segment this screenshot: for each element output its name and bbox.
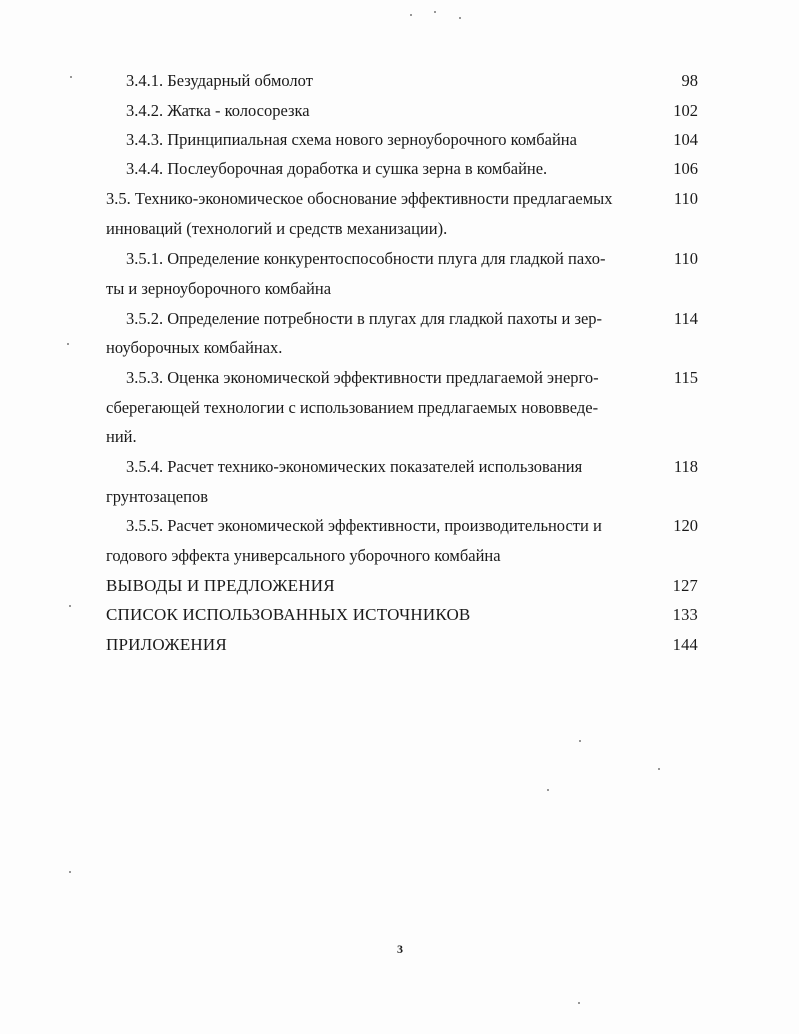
toc-entry xyxy=(0,184,799,214)
toc-entry xyxy=(0,630,799,660)
toc-entry-page: 144 xyxy=(672,635,698,654)
toc-entry-title-line: грунтозацепов xyxy=(106,487,208,506)
toc-entry-page: 127 xyxy=(672,576,698,595)
toc-entry-title-line: годового эффекта универсального уборочного комбайна xyxy=(106,546,501,565)
toc-entry-page: 120 xyxy=(673,516,698,535)
toc-entry xyxy=(0,244,799,274)
scan-speck xyxy=(410,14,412,16)
toc-entry-page: 98 xyxy=(681,71,698,90)
toc-entry-continuation xyxy=(0,214,799,244)
scan-speck xyxy=(459,17,461,19)
toc-entry-title-line: сберегающей технологии с использованием предлагаемых нововведе- xyxy=(106,398,599,417)
toc-entry-page: 133 xyxy=(672,605,698,624)
scan-speck xyxy=(578,1002,580,1004)
toc-entry-title: 3.5.4. Расчет технико-экономических показателей использования xyxy=(126,457,583,476)
toc-entry-continuation xyxy=(0,422,799,452)
toc-entry-title: СПИСОК ИСПОЛЬЗОВАННЫХ ИСТОЧНИКОВ xyxy=(106,605,471,624)
toc-entry xyxy=(0,66,799,96)
scan-speck xyxy=(69,605,71,607)
toc-entry-continuation xyxy=(0,482,799,512)
toc-entry-continuation xyxy=(0,274,799,304)
toc-entry-page: 115 xyxy=(673,368,698,387)
scan-speck xyxy=(70,76,72,78)
toc-entry-page: 118 xyxy=(673,457,698,476)
toc-entry-title: ВЫВОДЫ И ПРЕДЛОЖЕНИЯ xyxy=(106,576,335,595)
toc-entry xyxy=(0,600,799,630)
toc-entry-continuation xyxy=(0,393,799,423)
toc-entry-title: 3.5. Технико-экономическое обоснование эффективности предлагаемых xyxy=(106,189,613,208)
toc-entry-title: 3.5.1. Определение конкурентоспособности плуга для гладкой пахо- xyxy=(126,249,606,268)
toc-entry-page: 104 xyxy=(673,130,698,149)
toc-entry-page: 110 xyxy=(673,189,698,208)
toc-entry xyxy=(0,363,799,393)
page-number: 3 xyxy=(397,942,403,956)
toc-entry-title-line: инноваций (технологий и средств механизации). xyxy=(106,219,448,238)
toc-entry-title: 3.4.3. Принципиальная схема нового зерноуборочного комбайна xyxy=(126,130,577,149)
toc-entry-title: 3.4.4. Послеуборочная доработка и сушка зерна в комбайне. xyxy=(126,159,548,178)
toc-entry xyxy=(0,304,799,334)
toc-entry-continuation xyxy=(0,333,799,363)
toc-entry-title: 3.5.5. Расчет экономической эффективности, производительности и xyxy=(126,516,602,535)
toc-entry-title: 3.5.3. Оценка экономической эффективности предлагаемой энерго- xyxy=(126,368,599,387)
toc-entry-page: 110 xyxy=(673,249,698,268)
scan-speck xyxy=(67,343,69,345)
toc-entry xyxy=(0,154,799,184)
scan-speck xyxy=(579,740,581,742)
toc-entry-title: 3.4.1. Безударный обмолот xyxy=(126,71,313,90)
toc-entry-page: 114 xyxy=(673,309,698,328)
scan-speck xyxy=(69,871,71,873)
toc-entry xyxy=(0,452,799,482)
toc-entry xyxy=(0,571,799,601)
toc-entry xyxy=(0,511,799,541)
toc-entry-title: 3.4.2. Жатка - колосорезка xyxy=(126,101,310,120)
toc-entry-page: 106 xyxy=(673,159,698,178)
toc-entry xyxy=(0,125,799,155)
toc-entry-continuation xyxy=(0,541,799,571)
toc-entry-page: 102 xyxy=(673,101,698,120)
scan-speck xyxy=(434,11,436,13)
toc-entry-title: ПРИЛОЖЕНИЯ xyxy=(106,635,227,654)
toc-entry-title-line: ноуборочных комбайнах. xyxy=(106,338,283,357)
scan-speck xyxy=(547,789,549,791)
toc-entry-title: 3.5.2. Определение потребности в плугах для гладкой пахоты и зер- xyxy=(126,309,603,328)
toc-entry xyxy=(0,96,799,126)
scan-speck xyxy=(658,768,660,770)
toc-entry-title-line: ний. xyxy=(106,427,137,446)
toc-entry-title-line: ты и зерноуборочного комбайна xyxy=(106,279,332,298)
